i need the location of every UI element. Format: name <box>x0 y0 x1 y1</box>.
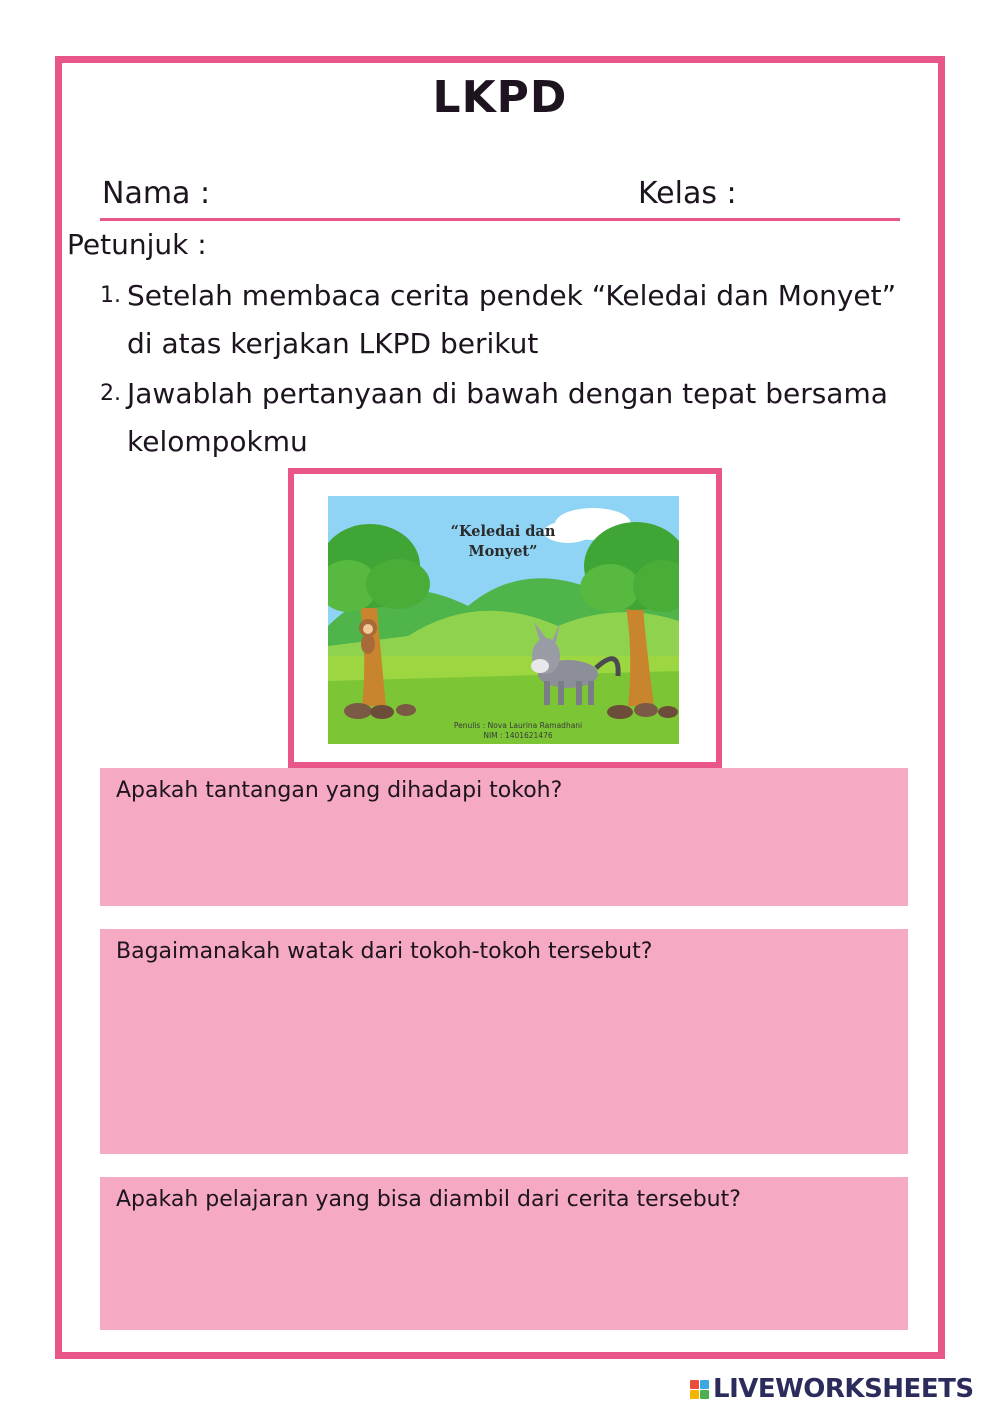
cover-nim-line: NIM : 1401621476 <box>483 731 553 740</box>
logo-square-green <box>700 1390 709 1399</box>
logo-square-yellow <box>690 1390 699 1399</box>
answer-box-2[interactable] <box>100 929 908 1154</box>
instruction-item-2 <box>100 370 930 466</box>
logo-square-blue <box>700 1380 709 1389</box>
story-cover-illustration <box>328 496 679 744</box>
instruction-item-1 <box>100 272 930 368</box>
liveworksheets-logo <box>690 1374 974 1404</box>
cover-author <box>398 721 638 741</box>
cover-title: “Keledai dan Monyet” <box>450 523 556 560</box>
logo-square-red <box>690 1380 699 1389</box>
instruction-number: 1. <box>100 283 121 308</box>
instruction-text: Setelah membaca cerita pendek “Keledai dan Monyet” di atas kerjakan LKPD berikut <box>127 279 897 360</box>
class-label: Kelas : <box>638 176 737 211</box>
question-3-text: Apakah pelajaran yang bisa diambil dari cerita tersebut? <box>116 1187 741 1212</box>
cover-author-line: Penulis : Nova Laurina Ramadhani <box>453 721 583 730</box>
question-1-text: Apakah tantangan yang dihadapi tokoh? <box>116 778 563 803</box>
instruction-number: 2. <box>100 381 121 406</box>
instructions-heading: Petunjuk : <box>67 228 207 261</box>
name-class-underline <box>100 218 900 221</box>
worksheet-title: LKPD <box>432 72 568 123</box>
liveworksheets-logo-icon <box>690 1380 709 1399</box>
question-2-text: Bagaimanakah watak dari tokoh-tokoh tersebut? <box>116 939 653 964</box>
name-label: Nama : <box>102 176 211 211</box>
liveworksheets-logo-text: LIVEWORKSHEETS <box>713 1374 974 1404</box>
answer-box-1[interactable] <box>100 768 908 906</box>
answer-box-3[interactable] <box>100 1177 908 1330</box>
instruction-text: Jawablah pertanyaan di bawah dengan tepat bersama kelompokmu <box>127 377 888 458</box>
